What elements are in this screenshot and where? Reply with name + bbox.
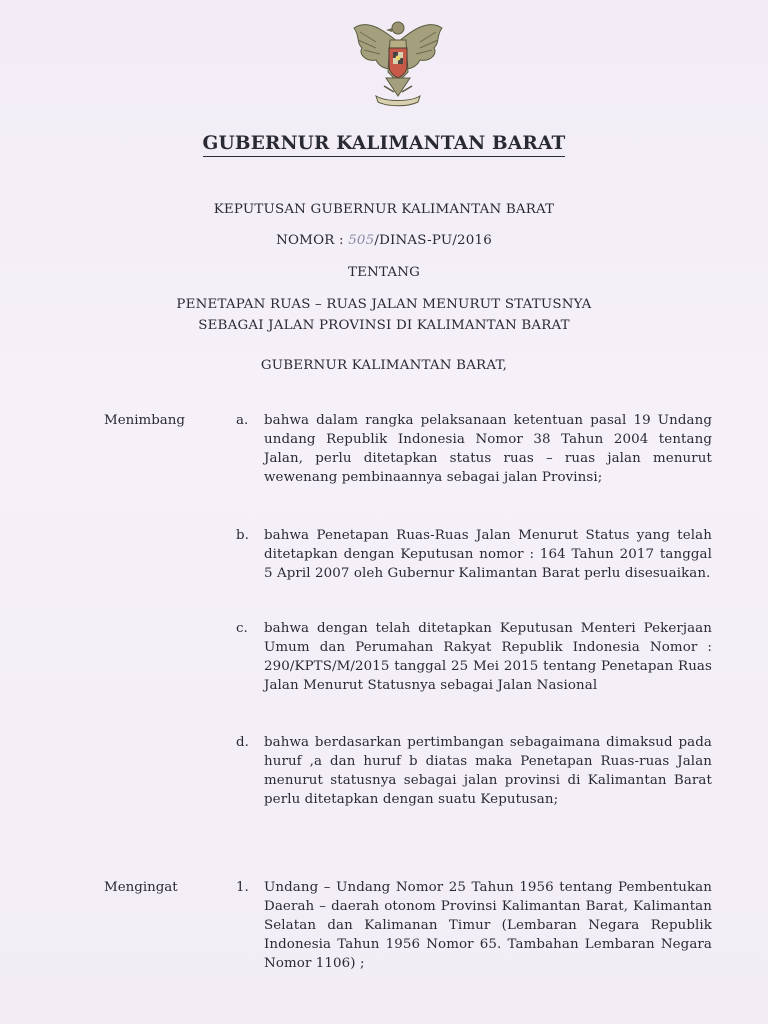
nomor-label: NOMOR : (276, 233, 344, 248)
clause-marker: c. (236, 621, 248, 636)
tentang-heading: TENTANG (347, 265, 421, 280)
nomor-number: 505 (348, 233, 375, 248)
clause-marker: a. (236, 413, 249, 428)
menimbang-clause-d: bahwa berdasarkan pertimbangan sebagaimana dimaksud pada huruf ,a dan huruf b diatas maka Penetapan Ruas-ruas Jalan menurut statusnya sebagai jalan provinsi di Kalimantan Barat perlu ditetapkan dengan suatu Keputusan; (264, 735, 712, 807)
subject-line-1: PENETAPAN RUAS – RUAS JALAN MENURUT STATUSNYA (176, 297, 592, 312)
clause-marker: 1. (236, 880, 249, 895)
decree-number (0, 233, 768, 248)
menimbang-clause-a: bahwa dalam rangka pelaksanaan ketentuan pasal 19 Undang undang Republik Indonesia Nomor 38 Tahun 2004 tentang Jalan, perlu ditetapkan status ruas – ruas jalan menurut wewenang pembinaannya sebagai jalan Provinsi; (264, 413, 712, 485)
menimbang-clause-b: bahwa Penetapan Ruas-Ruas Jalan Menurut Status yang telah ditetapkan dengan Keputusan nomor : 164 Tahun 2017 tanggal 5 April 2007 oleh Gubernur Kalimantan Barat perlu disesuaikan. (264, 528, 712, 581)
mengingat-label: Mengingat (104, 880, 178, 895)
menimbang-clause-c: bahwa dengan telah ditetapkan Keputusan Menteri Pekerjaan Umum dan Perumahan Rakyat Republik Indonesia Nomor : 290/KPTS/M/2015 tanggal 25 Mei 2015 tentang Penetapan Ruas Jalan Menurut Statusnya sebagai Jalan Nasional (264, 621, 712, 693)
subject-line-2: SEBAGAI JALAN PROVINSI DI KALIMANTAN BARAT (198, 318, 570, 333)
clause-marker: d. (236, 735, 249, 750)
page-title (0, 133, 768, 154)
menimbang-label: Menimbang (104, 413, 185, 428)
governor-title: GUBERNUR KALIMANTAN BARAT (203, 133, 566, 157)
garuda-emblem-icon (346, 12, 450, 108)
decree-title: KEPUTUSAN GUBERNUR KALIMANTAN BARAT (213, 202, 555, 217)
issuer-line: GUBERNUR KALIMANTAN BARAT, (260, 358, 508, 373)
nomor-suffix: /DINAS-PU/2016 (374, 233, 492, 248)
mengingat-clause-1: Undang – Undang Nomor 25 Tahun 1956 tentang Pembentukan Daerah – daerah otonom Provinsi Kalimantan Barat, Kalimantan Selatan dan Kalimanan Timur (Lembaran Negara Republik Indonesia Tahun 1956 Nomor 65. Tambahan Lembaran Negara Nomor 1106) ; (264, 880, 712, 971)
clause-marker: b. (236, 528, 249, 543)
